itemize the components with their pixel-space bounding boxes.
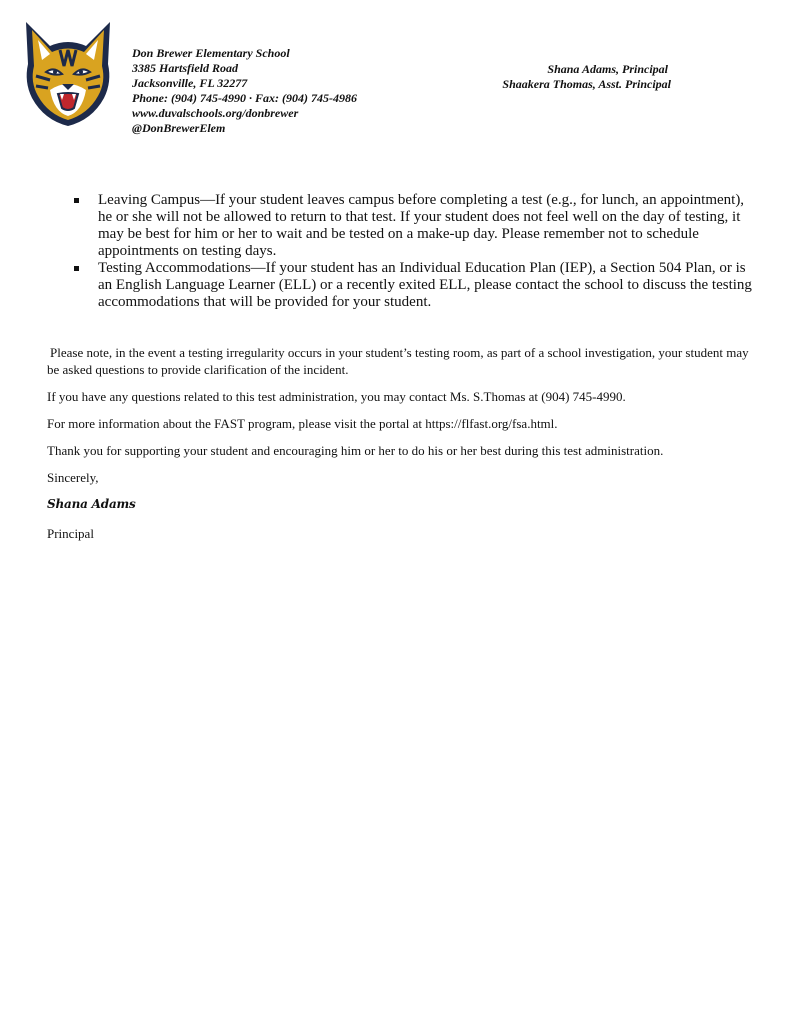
paragraph-contact: If you have any questions related to this test administration, you may contact Ms. S.Thomas at (904) 745-4990. [47,389,626,404]
signer-title: Principal [47,526,94,541]
school-letterhead [132,46,357,136]
administration-block [502,62,671,92]
bullet-list [74,192,754,311]
bullet-icon [74,198,79,203]
social-handle: @DonBrewerElem [132,121,226,135]
address-line-1: 3385 Hartsfield Road [132,61,239,75]
asst-principal-name: Shaakera Thomas, Asst. Principal [502,77,671,91]
school-name: Don Brewer Elementary School [132,46,290,60]
list-item [74,260,754,311]
bullet-text: Leaving Campus—If your student leaves campus before completing a test (e.g., for lunch, an appointment), he or she will not be allowed to return to that test. If your student does not feel well on the day of testing, it may be best for him or her to wait and be tested on a make-up day. Please remember not to schedule appointments on testing days. [98,192,745,259]
paragraph-thanks: Thank you for supporting your student and encouraging him or her to do his or her best during this test administration. [47,443,664,458]
phone-fax: Phone: (904) 745-4990 · Fax: (904) 745-4986 [132,91,357,105]
website: www.duvalschools.org/donbrewer [132,106,299,120]
signature: Shana Adams [47,497,136,511]
paragraph-irregularity: Please note, in the event a testing irregularity occurs in your student’s testing room, as part of a school investigation, your student may be asked questions to provide clarification of the incident. [47,345,749,377]
closing: Sincerely, [47,470,99,485]
letter-body [47,344,757,552]
address-line-2: Jacksonville, FL 32277 [132,76,248,90]
list-item [74,192,754,260]
bobcat-mascot-logo [20,20,116,128]
bullet-icon [74,266,79,271]
paragraph-more-info: For more information about the FAST program, please visit the portal at https://flfast.org/fsa.html. [47,416,558,431]
principal-name: Shana Adams, Principal [547,62,668,76]
bullet-text: Testing Accommodations—If your student has an Individual Education Plan (IEP), a Section 504 Plan, or is an English Language Learner (ELL) or a recently exited ELL, please contact the school to discuss the testing accommodations that will be provided for your student. [98,260,752,310]
